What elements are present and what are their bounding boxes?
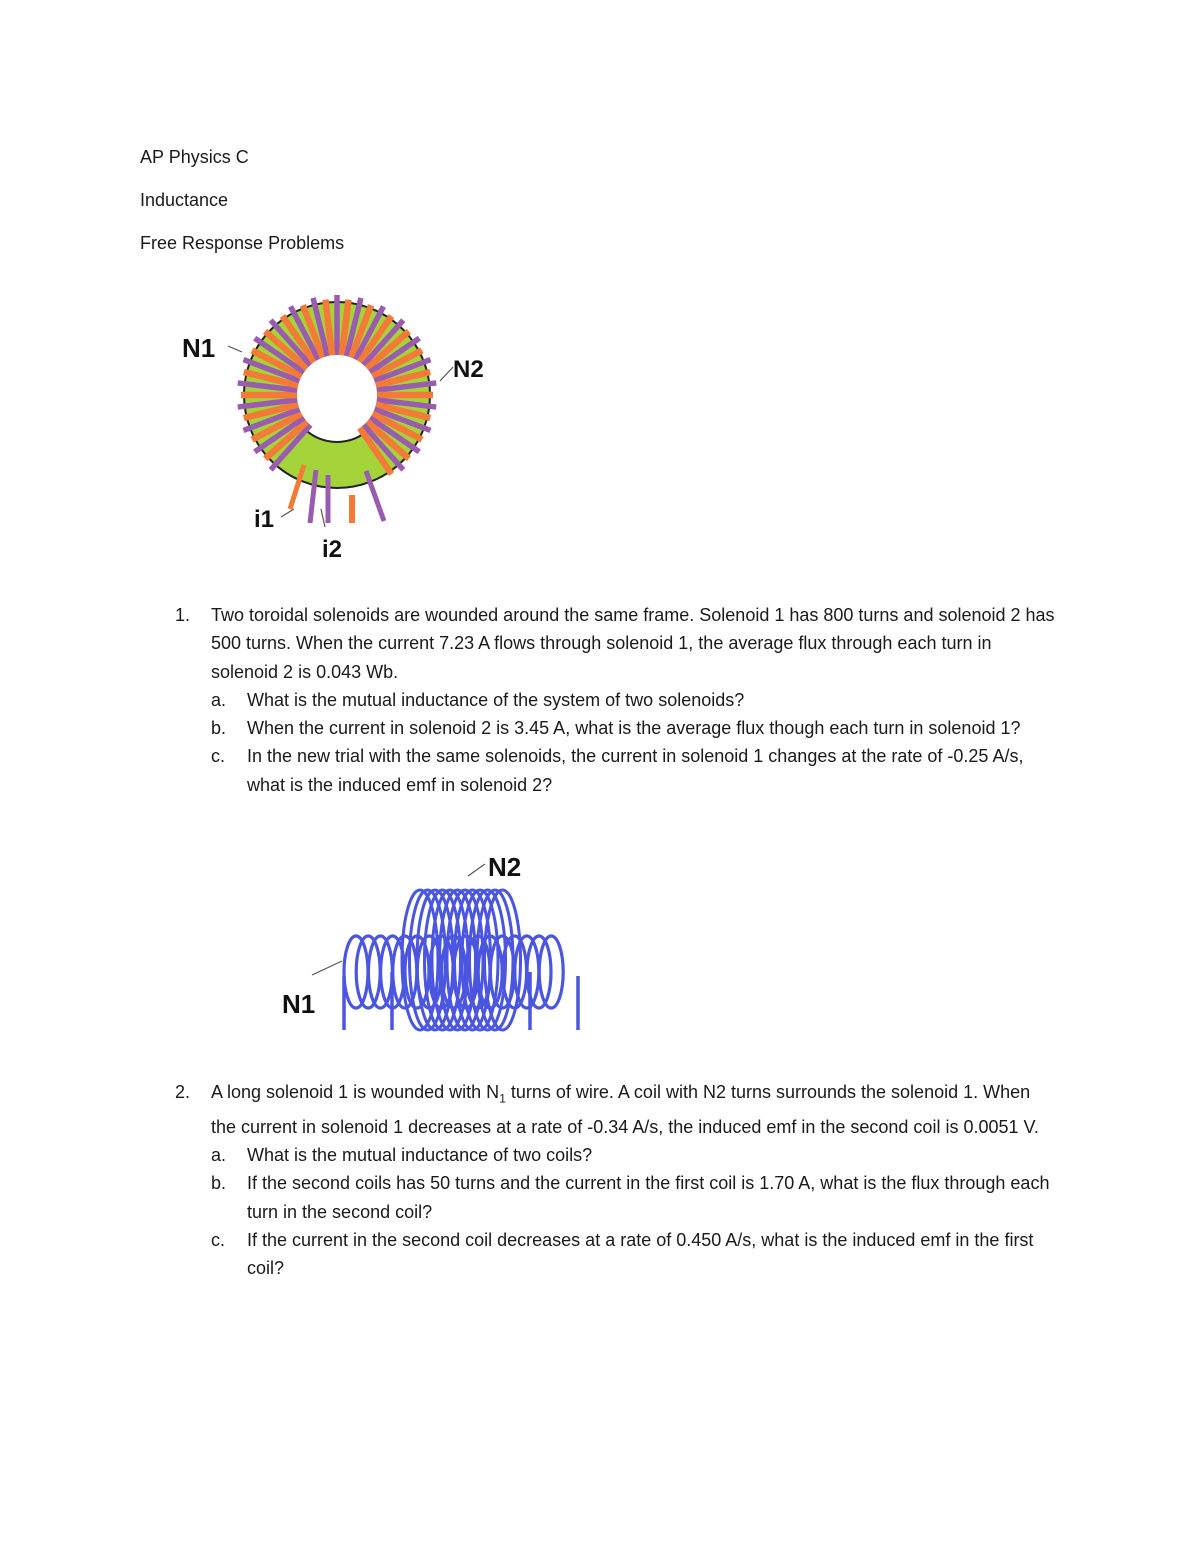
problem-number: 2. [175, 1082, 191, 1102]
stem-text: A long solenoid 1 is wounded with N [211, 1082, 500, 1102]
course-title: AP Physics C [140, 147, 249, 167]
outer-coil [392, 890, 530, 1030]
label-n2: N2 [488, 852, 522, 882]
part-text: If the second coils has 50 turns and the current in the first coil is 1.70 A, what is the flux through each turn in the second coil? [247, 1173, 1050, 1222]
solenoid-diagram [270, 848, 610, 1043]
stem-text: turns of wire. A coil with N2 turns surrounds the solenoid 1. When the current in solenoid 1 decreases at a rate of -0.34 A/s, the induced emf in the second coil is 0.0051 V. [211, 1082, 1039, 1137]
part-a [175, 1141, 1055, 1169]
part-letter: a. [211, 689, 227, 710]
part-letter: c. [211, 746, 226, 767]
problem-1 [175, 601, 1055, 799]
part-a [175, 686, 1055, 714]
label-i2: i2 [322, 536, 343, 563]
problem-number: 1. [175, 605, 191, 625]
label-n1: N1 [282, 989, 316, 1019]
solenoid-figure [270, 848, 610, 1043]
part-letter: c. [211, 1230, 226, 1251]
n1-pointer [312, 961, 342, 975]
problem-parts [175, 686, 1055, 799]
part-text: In the new trial with the same solenoids, the current in solenoid 1 changes at the rate of -0.25 A/s, what is the induced emf in solenoid 2? [247, 746, 1024, 795]
part-letter: b. [211, 718, 227, 739]
part-letter: a. [211, 1145, 227, 1166]
part-text: When the current in solenoid 2 is 3.45 A, what is the average flux though each turn in solenoid 1? [247, 718, 1021, 739]
topic-title: Inductance [140, 190, 229, 210]
part-letter: b. [211, 1173, 227, 1194]
part-text: If the current in the second coil decreases at a rate of 0.450 A/s, what is the induced emf in the first coil? [247, 1230, 1034, 1279]
n1-pointer [228, 346, 242, 352]
part-c [175, 1226, 1055, 1283]
n2-pointer [440, 367, 453, 381]
part-b [175, 1169, 1055, 1226]
part-text: What is the mutual inductance of two coils? [247, 1145, 593, 1166]
problem-parts [175, 1141, 1055, 1282]
toroid-diagram [170, 295, 510, 570]
problem-2 [175, 1078, 1055, 1283]
label-i1: i1 [254, 506, 275, 533]
i1-pointer [281, 509, 294, 517]
part-c [175, 742, 1055, 799]
label-n2: N2 [453, 356, 484, 383]
problem-stem: Two toroidal solenoids are wounded around the same frame. Solenoid 1 has 800 turns and solenoid 2 has 500 turns. When the current 7.23 A flows through solenoid 1, the average flux through each turn in solenoid 2 is 0.043 Wb. [211, 605, 1055, 682]
n2-pointer [468, 864, 485, 876]
stem-subscript: 1 [499, 1091, 506, 1106]
problem-stem [211, 1078, 1055, 1141]
label-n1: N1 [182, 333, 216, 363]
part-b [175, 714, 1055, 742]
section-title: Free Response Problems [140, 233, 345, 253]
toroid-figure [170, 295, 510, 570]
i2-pointer [321, 509, 325, 527]
part-text: What is the mutual inductance of the system of two solenoids? [247, 689, 745, 710]
